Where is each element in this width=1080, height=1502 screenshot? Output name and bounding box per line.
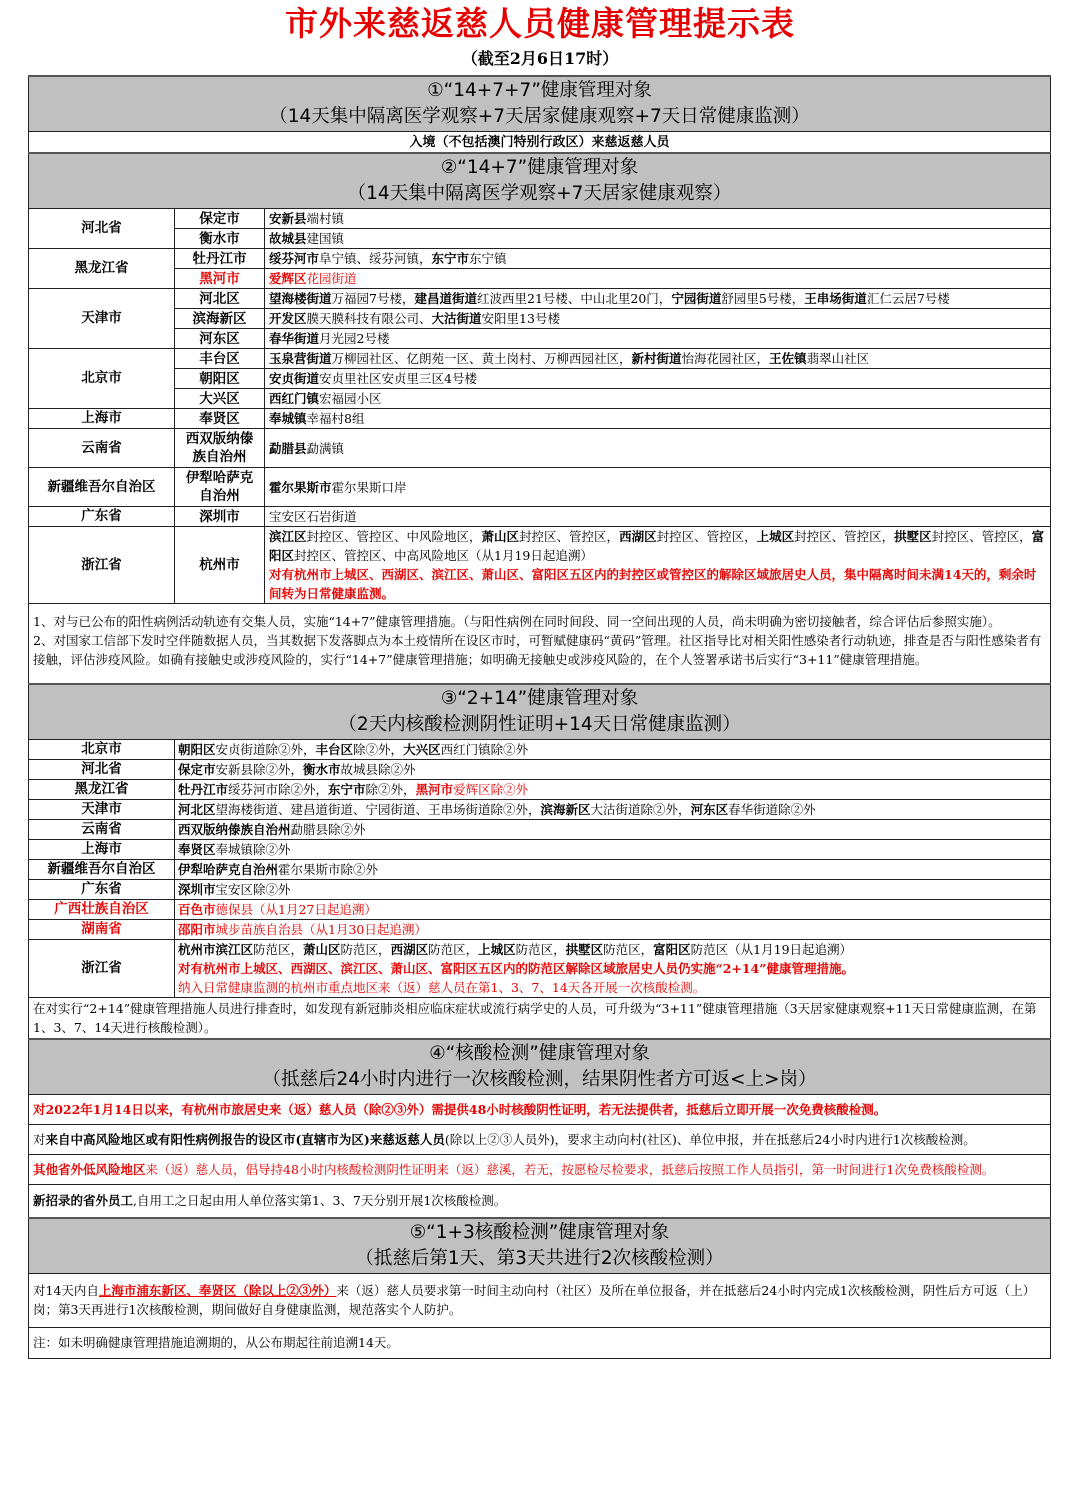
city-cell: 河北区 <box>175 289 265 309</box>
section4-header <box>29 1039 1051 1095</box>
table-row <box>29 369 1051 389</box>
province-cell: 北京市 <box>29 349 175 409</box>
area-name: 安新县 <box>269 211 307 226</box>
table-row <box>29 349 1051 369</box>
as-of-date: （截至2月6日17时） <box>461 49 619 68</box>
area-detail: 月光园2号楼 <box>319 331 390 346</box>
table-row <box>29 468 1051 507</box>
province-cell: 黑龙江省 <box>29 780 175 800</box>
highlight-region: 上海市浦东新区、奉贤区（除以上②③外） <box>98 1283 337 1298</box>
area-name: 建昌道街道 <box>414 291 477 306</box>
detail-cell <box>175 800 1051 820</box>
detail-cell <box>265 269 1051 289</box>
detail-cell <box>265 507 1051 527</box>
table-row <box>29 329 1051 349</box>
table-row <box>29 409 1051 429</box>
area-name: 东宁市 <box>431 251 470 266</box>
area-detail: 城步苗族自治县（从1月30日起追溯） <box>215 922 427 937</box>
table-row <box>29 820 1051 840</box>
area-name: 春华街道 <box>269 331 320 346</box>
red-notice: 纳入日常健康监测的杭州市重点地区来（返）慈人员在第1、3、7、14天各开展一次核酸检测。 <box>178 980 706 995</box>
table-row <box>29 1125 1051 1155</box>
area-detail: 防范区， <box>340 942 391 957</box>
province-cell: 上海市 <box>29 409 175 429</box>
area-detail: 绥芬河市除②外， <box>228 782 329 797</box>
area-name: 爱辉区 <box>269 271 307 286</box>
section3-subheading: （2天内核酸检测阴性证明+14天日常健康监测） <box>338 714 741 735</box>
page-title: 市外来慈返慈人员健康管理提示表 <box>285 4 795 43</box>
area-detail: 爱辉区除②外 <box>453 782 529 797</box>
detail-cell <box>265 527 1051 604</box>
highlight-text: 其他省外低风险地区 <box>33 1162 146 1177</box>
highlight-text: 来自中高风险地区或有阳性病例报告的设区市(直辖市为区)来慈返慈人员 <box>45 1132 445 1147</box>
detail-cell <box>175 740 1051 760</box>
area-detail: 霍尔果斯市除②外 <box>278 862 379 877</box>
detail-cell <box>265 209 1051 229</box>
area-detail: 奉城镇除②外 <box>215 842 291 857</box>
area-name: 西双版纳傣族自治州 <box>178 822 291 837</box>
section2-notes <box>29 604 1051 685</box>
area-name: 杭州市滨江区 <box>178 942 254 957</box>
area-name: 望海楼街道 <box>269 291 332 306</box>
detail-cell <box>265 468 1051 507</box>
section2-note-1: 1、对与已公布的阳性病例活动轨迹有交集人员，实施“14+7”健康管理措施。（与阳性病例在同时间段、同一空间出现的人员，尚未明确为密切接触者，综合评估后参照实施）。 <box>33 614 1001 629</box>
detail-cell <box>175 880 1051 900</box>
table-row <box>29 1274 1051 1328</box>
area-name: 拱墅区 <box>894 529 932 544</box>
section3-rows <box>29 740 1051 998</box>
area-detail: 安贞街道除②外， <box>215 742 316 757</box>
section1-header <box>29 76 1051 132</box>
area-detail: 怡海花园社区， <box>681 351 770 366</box>
area-name: 保定市 <box>178 762 216 777</box>
area-name: 萧山区 <box>303 942 341 957</box>
detail-cell <box>265 409 1051 429</box>
section2-subheading: （14天集中隔离医学观察+7天居家健康观察） <box>347 183 732 204</box>
table-row <box>29 249 1051 269</box>
section3-note-row <box>29 998 1051 1040</box>
area-detail: 万柳园社区、亿朗苑一区、黄土岗村、万柳西园社区， <box>331 351 632 366</box>
area-detail: 防范区， <box>428 942 479 957</box>
area-detail: 汇仁云居7号楼 <box>866 291 950 306</box>
table-row <box>29 229 1051 249</box>
area-name: 河东区 <box>690 802 729 817</box>
area-detail: 端村镇 <box>306 211 345 226</box>
area-detail: 安贞里社区安贞里三区4号楼 <box>319 371 477 386</box>
table-row <box>29 289 1051 309</box>
province-cell: 云南省 <box>29 429 175 468</box>
area-detail: 封控区、管控区， <box>656 529 757 544</box>
detail-cell <box>175 900 1051 920</box>
detail-cell <box>265 289 1051 309</box>
detail-cell <box>175 820 1051 840</box>
province-cell: 新疆维吾尔自治区 <box>29 860 175 880</box>
area-name: 滨江区 <box>269 529 307 544</box>
table-row <box>29 1185 1051 1219</box>
province-cell: 广西壮族自治区 <box>29 900 175 920</box>
area-name: 萧山区 <box>481 529 520 544</box>
detail-cell <box>175 940 1051 998</box>
detail-cell <box>265 229 1051 249</box>
province-cell: 广东省 <box>29 880 175 900</box>
area-name: 大沽街道 <box>431 311 482 326</box>
city-cell: 朝阳区 <box>175 369 265 389</box>
section1-target: 入境（不包括澳门特别行政区）来慈返慈人员 <box>29 132 1051 154</box>
area-detail: 封控区、管控区， <box>519 529 620 544</box>
area-name: 河北区 <box>178 802 216 817</box>
area-name: 上城区 <box>478 942 516 957</box>
table-row <box>29 920 1051 940</box>
table-row <box>29 860 1051 880</box>
section3-note: 在对实行“2+14”健康管理措施人员进行排查时，如发现有新冠肺炎相应临床症状或流行病学史的人员，可升级为“3+11”健康管理措施（3天居家健康观察+11天日常健康监测，在第1、3、7、14天进行核酸检测）。 <box>29 998 1051 1040</box>
detail-cell <box>265 349 1051 369</box>
area-detail: 红波西里21号楼、中山北里20门， <box>477 291 672 306</box>
city-cell: 衡水市 <box>175 229 265 249</box>
table-row <box>29 900 1051 920</box>
footnote: 注：如未明确健康管理措施追溯期的，从公布期起往前追溯14天。 <box>29 1328 1051 1359</box>
detail-cell <box>175 840 1051 860</box>
red-notice: 对有杭州市上城区、西湖区、滨江区、萧山区、富阳区五区内的封控区或管控区的解除区域旅居史人员，集中隔离时间未满14天的，剩余时间转为日常健康监测。 <box>269 567 1037 601</box>
section4-heading: ④“核酸检测”健康管理对象 <box>429 1043 650 1064</box>
area-name: 勐腊县 <box>269 440 307 456</box>
table-row <box>29 527 1051 604</box>
table-row <box>29 429 1051 468</box>
area-name: 衡水市 <box>303 762 341 777</box>
table-row <box>29 740 1051 760</box>
section4-subheading: （抵慈后24小时内进行一次核酸检测，结果阴性者方可返<上>岗） <box>262 1069 817 1090</box>
area-name: 百色市 <box>178 902 216 917</box>
area-detail: 万福园7号楼， <box>331 291 415 306</box>
area-detail: 春华街道除②外 <box>728 802 816 817</box>
red-notice: 对有杭州市上城区、西湖区、滨江区、萧山区、富阳区五区内的防范区解除区域旅居史人员仍实施“2+14”健康管理措施。 <box>178 961 854 976</box>
detail-cell <box>265 389 1051 409</box>
area-detail: 建国镇 <box>306 231 345 246</box>
table-row <box>29 1328 1051 1359</box>
section5-row: 对14天内自上海市浦东新区、奉贤区（除以上②③外）来（返）慈人员要求第一时间主动向村（社区）及所在单位报备，并在抵慈后24小时内完成1次核酸检测，阴性后方可返（上）岗；第3天再进行1次核酸检测，期间做好自身健康监测，规范落实个人防护。 <box>29 1274 1051 1328</box>
area-detail: 翡翠山社区 <box>806 351 870 366</box>
area-detail: 故城县除②外 <box>340 762 416 777</box>
section4-row-1: 对2022年1月14日以来，有杭州市旅居史来（返）慈人员（除②③外）需提供48小时核酸阴性证明，若无法提供者，抵慈后立即开展一次免费核酸检测。 <box>29 1095 1051 1125</box>
area-detail: 宏福园小区 <box>319 391 382 406</box>
area-detail: 大沽街道除②外， <box>590 802 691 817</box>
area-name: 富阳区 <box>269 529 1045 563</box>
city-cell: 深圳市 <box>175 507 265 527</box>
section4-row-4: 新招录的省外员工,自用工之日起由用人单位落实第1、3、7天分别开展1次核酸检测。 <box>29 1185 1051 1219</box>
province-cell: 天津市 <box>29 800 175 820</box>
area-detail: 宝安区石岩街道 <box>269 509 357 524</box>
highlight-text: 新招录的省外员工 <box>33 1193 134 1208</box>
table-row <box>29 389 1051 409</box>
detail-cell <box>175 860 1051 880</box>
area-detail: 勐腊县除②外 <box>290 822 366 837</box>
area-detail: 除②外， <box>365 782 416 797</box>
area-name: 拱墅区 <box>565 942 604 957</box>
detail-cell <box>175 760 1051 780</box>
province-cell: 河北省 <box>29 209 175 249</box>
area-detail: 舒园里5号楼， <box>721 291 805 306</box>
area-name: 东宁市 <box>328 782 366 797</box>
city-cell: 大兴区 <box>175 389 265 409</box>
city-cell: 西双版纳傣族自治州 <box>175 429 265 468</box>
area-detail: 望海楼街道、建昌道街道、宁园街道、王串场街道除②外， <box>215 802 541 817</box>
section1-subheading: （14天集中隔离医学观察+7天居家健康观察+7天日常健康监测） <box>269 106 810 127</box>
area-detail: 膜天膜科技有限公司、 <box>306 311 432 326</box>
table-row <box>29 309 1051 329</box>
city-cell: 滨海新区 <box>175 309 265 329</box>
area-name: 绥芬河市 <box>269 251 320 266</box>
section5-header <box>29 1218 1051 1274</box>
city-cell: 丰台区 <box>175 349 265 369</box>
area-name: 玉泉营街道 <box>269 351 332 366</box>
section1-heading: ①“14+7+7”健康管理对象 <box>427 80 652 101</box>
area-detail: 安阳里13号楼 <box>481 311 560 326</box>
area-detail: 宝安区除②外 <box>215 882 291 897</box>
city-cell: 伊犁哈萨克自治州 <box>175 468 265 507</box>
city-cell: 保定市 <box>175 209 265 229</box>
city-cell: 黑河市 <box>175 269 265 289</box>
area-name: 朝阳区 <box>178 742 216 757</box>
area-detail: 幸福村8组 <box>306 411 365 426</box>
table-row <box>29 800 1051 820</box>
area-name: 霍尔果斯市 <box>269 479 332 495</box>
table-row <box>29 1155 1051 1185</box>
area-name: 西湖区 <box>390 942 429 957</box>
city-cell: 奉贤区 <box>175 409 265 429</box>
section5-heading: ⑤“1+3核酸检测”健康管理对象 <box>409 1222 670 1243</box>
city-cell: 河东区 <box>175 329 265 349</box>
health-management-table <box>28 75 1051 1359</box>
area-detail: 德保县（从1月27日起追溯） <box>215 902 377 917</box>
detail-cell <box>175 780 1051 800</box>
table-row <box>29 880 1051 900</box>
province-cell: 河北省 <box>29 760 175 780</box>
area-name: 宁园街道 <box>671 291 722 306</box>
area-detail: 防范区（从1月19日起追溯） <box>690 942 853 957</box>
province-cell: 湖南省 <box>29 920 175 940</box>
area-name: 牡丹江市 <box>178 782 229 797</box>
table-row <box>29 940 1051 998</box>
section3-header <box>29 684 1051 740</box>
area-name: 滨海新区 <box>540 802 591 817</box>
area-name: 黑河市 <box>415 782 454 797</box>
area-name: 安贞街道 <box>269 371 320 386</box>
section2-heading: ②“14+7”健康管理对象 <box>440 157 639 178</box>
table-row <box>29 760 1051 780</box>
area-name: 富阳区 <box>653 942 691 957</box>
section4-row-3: 其他省外低风险地区来（返）慈人员，倡导持48小时内核酸检测阴性证明来（返）慈溪，若无，按愿检尽检要求，抵慈后按照工作人员指引，第一时间进行1次免费核酸检测。 <box>29 1155 1051 1185</box>
detail-cell <box>265 329 1051 349</box>
area-detail: 西红门镇除②外 <box>440 742 529 757</box>
area-name: 西湖区 <box>619 529 657 544</box>
area-name: 伊犁哈萨克自治州 <box>178 862 279 877</box>
area-detail: 阜宁镇、绥芬河镇， <box>319 251 432 266</box>
section2-header <box>29 153 1051 209</box>
area-name: 故城县 <box>269 231 307 246</box>
province-cell: 云南省 <box>29 820 175 840</box>
province-cell: 新疆维吾尔自治区 <box>29 468 175 507</box>
province-cell: 黑龙江省 <box>29 249 175 289</box>
province-cell: 北京市 <box>29 740 175 760</box>
area-detail: 勐满镇 <box>306 440 345 456</box>
area-name: 奉城镇 <box>269 411 307 426</box>
detail-cell <box>265 429 1051 468</box>
detail-cell <box>265 309 1051 329</box>
area-detail: 封控区、管控区， <box>931 529 1032 544</box>
province-cell: 天津市 <box>29 289 175 349</box>
table-row <box>29 269 1051 289</box>
area-name: 西红门镇 <box>269 391 320 406</box>
area-detail: 花园街道 <box>306 271 357 286</box>
area-detail: 封控区、管控区、中高风险地区（从1月19日起追溯） <box>294 548 593 563</box>
area-name: 新村街道 <box>631 351 682 366</box>
area-detail: 封控区、管控区， <box>794 529 895 544</box>
area-detail: 东宁镇 <box>469 251 507 266</box>
section2-note-2: 2、对国家工信部下发时空伴随数据人员，当其数据下发落脚点为本土疫情所在设区市时，可暂赋健康码“黄码”管理。社区指导比对相关阳性感染者行动轨迹，排查是否与阳性感染者有接触，评估涉疫风险。如确有接触史或涉疫风险的，实行“14+7”健康管理措施；如明确无接触史或涉疫风险的，在个人签署承诺书后实行“3+11”健康管理措施。 <box>33 633 1042 667</box>
area-detail: 防范区， <box>253 942 304 957</box>
detail-cell <box>265 249 1051 269</box>
table-row <box>29 507 1051 527</box>
area-name: 上城区 <box>756 529 795 544</box>
area-detail: 封控区、管控区、中风险地区， <box>306 529 482 544</box>
detail-cell <box>175 920 1051 940</box>
table-row <box>29 780 1051 800</box>
area-name: 开发区 <box>269 311 307 326</box>
area-name: 邵阳市 <box>178 922 216 937</box>
table-row <box>29 1095 1051 1125</box>
province-cell: 广东省 <box>29 507 175 527</box>
area-detail: 霍尔果斯口岸 <box>331 479 407 495</box>
table-row <box>29 132 1051 154</box>
area-name: 深圳市 <box>178 882 216 897</box>
detail-cell <box>265 369 1051 389</box>
table-row <box>29 840 1051 860</box>
area-name: 王串场街道 <box>804 291 867 306</box>
city-cell: 杭州市 <box>175 527 265 604</box>
province-cell: 浙江省 <box>29 527 175 604</box>
area-detail: 安新县除②外， <box>215 762 304 777</box>
area-detail: 除②外， <box>353 742 404 757</box>
city-cell: 牡丹江市 <box>175 249 265 269</box>
province-cell: 浙江省 <box>29 940 175 998</box>
area-detail: 防范区， <box>603 942 654 957</box>
section5-subheading: （抵慈后第1天、第3天共进行2次核酸检测） <box>355 1248 724 1269</box>
area-name: 王佐镇 <box>769 351 807 366</box>
section3-heading: ③“2+14”健康管理对象 <box>440 688 639 709</box>
area-detail: 防范区， <box>515 942 566 957</box>
section2-rows <box>29 209 1051 604</box>
section4-row-2: 对来自中高风险地区或有阳性病例报告的设区市(直辖市为区)来慈返慈人员(除以上②③人员外)，要求主动向村(社区)、单位申报，并在抵慈后24小时内进行1次核酸检测。 <box>29 1125 1051 1155</box>
area-name: 奉贤区 <box>178 842 216 857</box>
table-row <box>29 209 1051 229</box>
area-name: 大兴区 <box>403 742 441 757</box>
province-cell: 上海市 <box>29 840 175 860</box>
area-name: 丰台区 <box>315 742 354 757</box>
